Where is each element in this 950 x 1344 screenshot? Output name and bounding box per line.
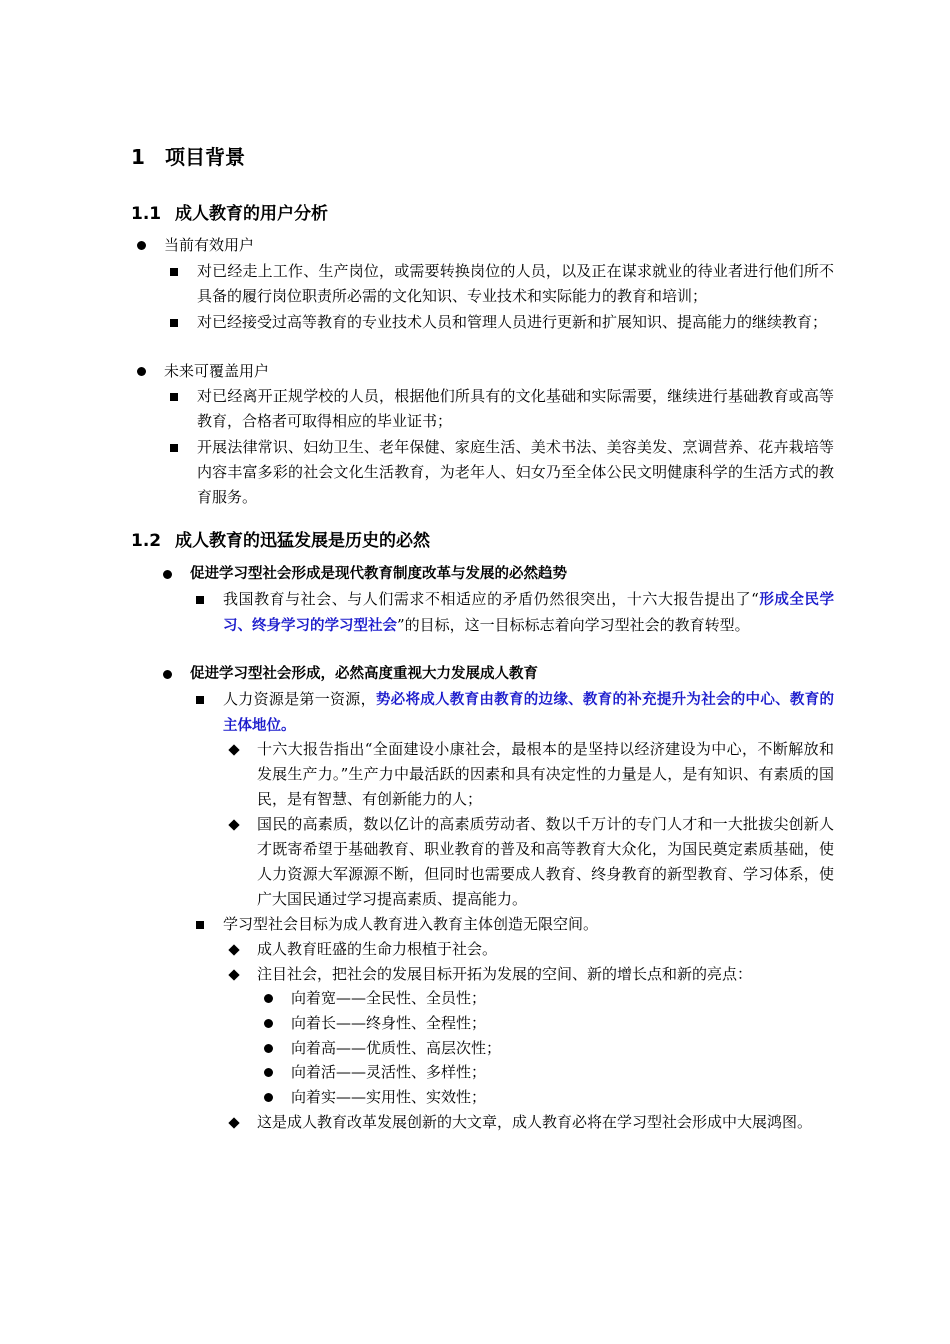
bullet-dot-icon	[258, 1036, 278, 1061]
list-item: 向着高——优质性、高层次性；	[291, 1036, 834, 1061]
list-item: 成人教育旺盛的生命力根植于社会。	[257, 937, 834, 962]
list-item: 向着长——终身性、全程性；	[291, 1011, 834, 1036]
bullet-square-icon	[164, 384, 184, 409]
list-item: 促进学习型社会形成是现代教育制度改革与发展的必然趋势	[190, 562, 834, 587]
heading-1-1-title: 成人教育的用户分析	[175, 204, 328, 224]
list-item: 对已经接受过高等教育的专业技术人员和管理人员进行更新和扩展知识、提高能力的继续教育；	[197, 310, 834, 335]
heading-1-2-title: 成人教育的迅猛发展是历史的必然	[175, 531, 430, 551]
list-item: 注目社会，把社会的发展目标开拓为发展的空间、新的增长点和新的亮点：	[257, 962, 834, 987]
bullet-dot-icon	[258, 1060, 278, 1085]
list-item: 促进学习型社会形成，必然高度重视大力发展成人教育	[190, 662, 834, 687]
heading-1-number: 1	[131, 145, 145, 169]
bullet-square-icon	[190, 912, 210, 937]
highlight-text: 形成全民学习、终身学习的学习型社会	[223, 592, 834, 634]
bullet-dot-icon	[157, 662, 177, 687]
list-item: 对已经离开正规学校的人员，根据他们所具有的文化基础和实际需要，继续进行基础教育或高等教育，合格者可取得相应的毕业证书；	[197, 384, 834, 434]
bullet-dot-icon	[258, 1011, 278, 1036]
list-item: 这是成人教育改革发展创新的大文章，成人教育必将在学习型社会形成中大展鸿图。	[257, 1110, 834, 1135]
bullet-dot-icon	[157, 562, 177, 587]
bullet-dot-icon	[258, 986, 278, 1011]
list-item: 向着活——灵活性、多样性；	[291, 1060, 834, 1085]
list-item: 对已经走上工作、生产岗位，或需要转换岗位的人员，以及正在谋求就业的待业者进行他们所不具备的履行岗位职责所必需的文化知识、专业技术和实际能力的教育和培训；	[197, 259, 834, 309]
bullet-square-icon	[164, 435, 184, 460]
heading-1-1	[131, 201, 328, 227]
list-item: 国民的高素质，数以亿计的高素质劳动者、数以千万计的专门人才和一大批拔尖创新人才既寄希望于基础教育、职业教育的普及和高等教育大众化，为国民奠定素质基础，使人力资源大军源源不断，但同时也需要成人教育、终身教育的新型教育、学习体系，使广大国民通过学习提高素质、提高能力。	[257, 812, 834, 912]
heading-1	[131, 143, 245, 171]
list-item: 未来可覆盖用户	[164, 359, 834, 384]
list-item: 学习型社会目标为成人教育进入教育主体创造无限空间。	[223, 912, 834, 937]
list-item: 向着实——实用性、实效性；	[291, 1085, 834, 1110]
list-item: 开展法律常识、妇幼卫生、老年保健、家庭生活、美术书法、美容美发、烹调营养、花卉栽培等内容丰富多彩的社会文化生活教育，为老年人、妇女乃至全体公民文明健康科学的生活方式的教育服务。	[197, 435, 834, 510]
bullet-diamond-icon	[224, 962, 244, 987]
heading-1-1-number: 1.1	[131, 204, 162, 224]
list-item: 我国教育与社会、与人们需求不相适应的矛盾仍然很突出，十六大报告提出了“形成全民学习、终身学习的学习型社会”的目标，这一目标标志着向学习型社会的教育转型。	[223, 587, 834, 639]
bullet-dot-icon	[131, 359, 151, 384]
list-item: 人力资源是第一资源，势必将成人教育由教育的边缘、教育的补充提升为社会的中心、教育的主体地位。	[223, 687, 834, 739]
bullet-square-icon	[164, 259, 184, 284]
heading-1-2	[131, 528, 430, 554]
bullet-dot-icon	[258, 1085, 278, 1110]
bullet-square-icon	[164, 310, 184, 335]
list-item: 向着宽——全民性、全员性；	[291, 986, 834, 1011]
list-item: 十六大报告指出“全面建设小康社会，最根本的是坚持以经济建设为中心，不断解放和发展生产力。”生产力中最活跃的因素和具有决定性的力量是人，是有知识、有素质的国民，是有智慧、有创新能力的人；	[257, 737, 834, 812]
bullet-dot-icon	[131, 233, 151, 258]
bullet-square-icon	[190, 587, 210, 612]
highlight-text: 势必将成人教育由教育的边缘、教育的补充提升为社会的中心、教育的主体地位。	[223, 692, 834, 734]
heading-1-title: 项目背景	[165, 145, 245, 169]
bullet-diamond-icon	[224, 812, 244, 837]
bullet-diamond-icon	[224, 937, 244, 962]
bullet-square-icon	[190, 687, 210, 712]
list-item: 当前有效用户	[164, 233, 834, 258]
bullet-diamond-icon	[224, 1110, 244, 1135]
heading-1-2-number: 1.2	[131, 531, 162, 551]
bullet-diamond-icon	[224, 737, 244, 762]
